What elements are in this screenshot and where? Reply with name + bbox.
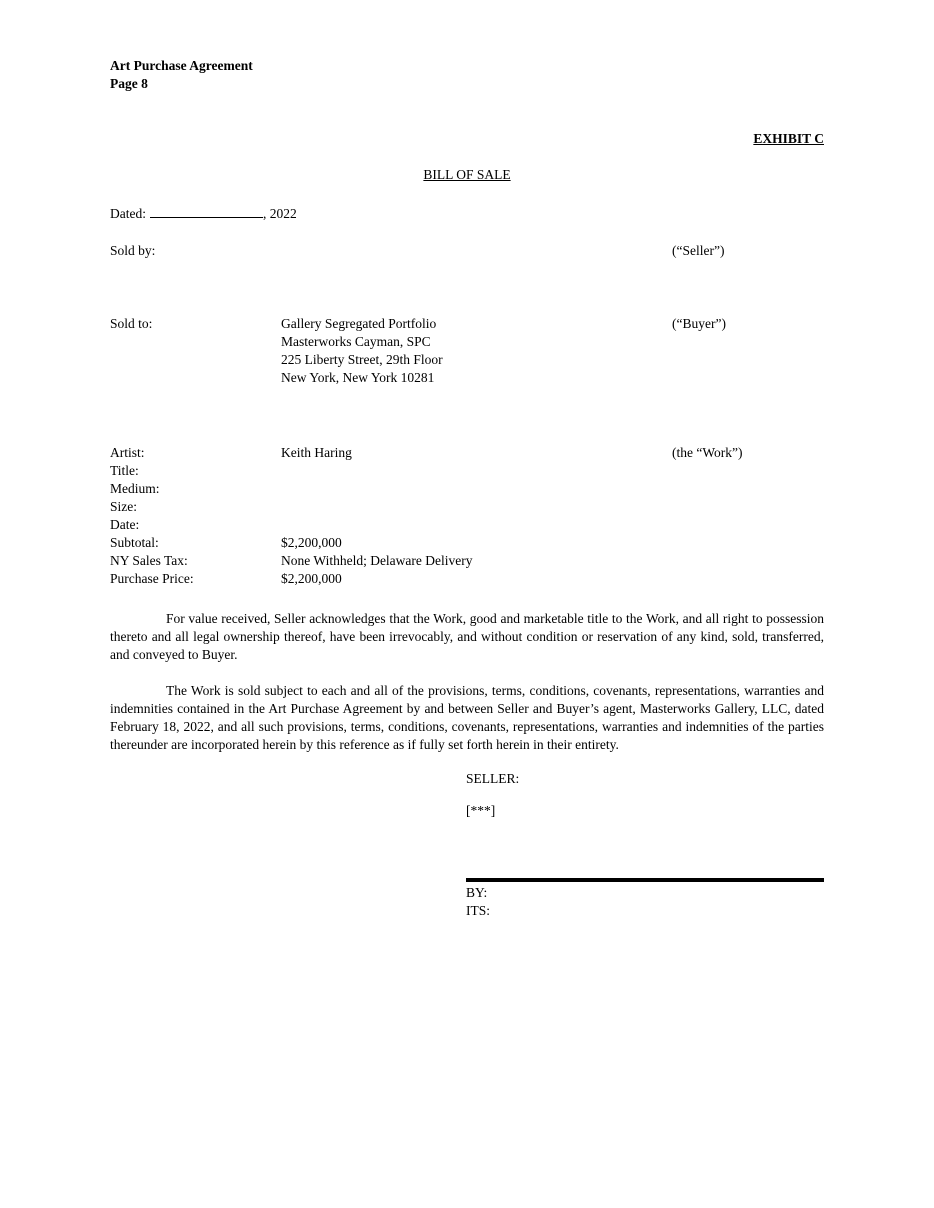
detail-label: Title: (110, 463, 139, 478)
address-line: New York, New York 10281 (281, 370, 435, 385)
dated-blank-line (150, 204, 263, 218)
work-details-block (110, 444, 824, 588)
detail-value: $2,200,000 (281, 535, 342, 550)
detail-label: Date: (110, 517, 140, 532)
detail-row-date (110, 516, 824, 534)
address-line: Gallery Segregated Portfolio (281, 316, 437, 331)
seller-annotation: (“Seller”) (672, 243, 725, 258)
by-label: BY: (466, 885, 488, 900)
signature-line (466, 878, 824, 882)
acknowledgement-paragraph: For value received, Seller acknowledges that the Work, good and marketable title to the Work, and all right to possession thereto and all legal ownership thereof, have been irrevocably, and without condition or reservation of any kind, sold, transferred, and conveyed to Buyer. (110, 611, 824, 662)
dated-row (110, 204, 824, 223)
detail-value: Keith Haring (281, 445, 352, 460)
detail-label: NY Sales Tax: (110, 553, 188, 568)
seller-signature-label: SELLER: (466, 771, 520, 786)
detail-row-size (110, 498, 824, 516)
sold-by-row (110, 242, 824, 260)
detail-row-subtotal (110, 534, 824, 552)
doc-title-row (110, 166, 824, 184)
exhibit-row (110, 130, 824, 148)
detail-label: Medium: (110, 481, 160, 496)
detail-row-sales-tax (110, 552, 824, 570)
detail-label: Subtotal: (110, 535, 159, 550)
address-line: Masterworks Cayman, SPC (281, 334, 431, 349)
agreement-title: Art Purchase Agreement (110, 58, 253, 73)
signature-block (466, 770, 824, 920)
incorporation-paragraph: The Work is sold subject to each and all of the provisions, terms, conditions, covenants, representations, warranties and indemnities contained in the Art Purchase Agreement by and between Seller and Buyer’s agent, Masterworks Gallery, LLC, dated February 18, 2022, and all such provisions, terms, conditions, covenants, representations, warranties and indemnities of the parties thereunder are incorporated herein by this reference as if fully set forth herein in their entirety. (110, 683, 824, 752)
detail-label: Artist: (110, 445, 145, 460)
detail-row-purchase-price (110, 570, 824, 588)
detail-label: Size: (110, 499, 137, 514)
detail-row-medium (110, 480, 824, 498)
dated-year: , 2022 (263, 206, 297, 221)
work-annotation: (the “Work”) (672, 445, 743, 460)
address-line: 225 Liberty Street, 29th Floor (281, 352, 443, 367)
sold-to-label: Sold to: (110, 316, 153, 331)
document-header (110, 57, 824, 93)
exhibit-label: EXHIBIT C (753, 131, 824, 146)
sold-to-row (110, 315, 824, 387)
detail-value: None Withheld; Delaware Delivery (281, 553, 473, 568)
dated-label: Dated: (110, 206, 146, 221)
sold-to-address (281, 315, 672, 387)
detail-label: Purchase Price: (110, 571, 194, 586)
page-number: Page 8 (110, 76, 148, 91)
detail-row-title (110, 462, 824, 480)
detail-value: $2,200,000 (281, 571, 342, 586)
document-title: BILL OF SALE (423, 167, 511, 182)
its-label: ITS: (466, 903, 491, 918)
seller-name-placeholder: [***] (466, 803, 496, 818)
detail-row-artist (110, 444, 824, 462)
sold-by-label: Sold by: (110, 243, 156, 258)
buyer-annotation: (“Buyer”) (672, 316, 726, 331)
